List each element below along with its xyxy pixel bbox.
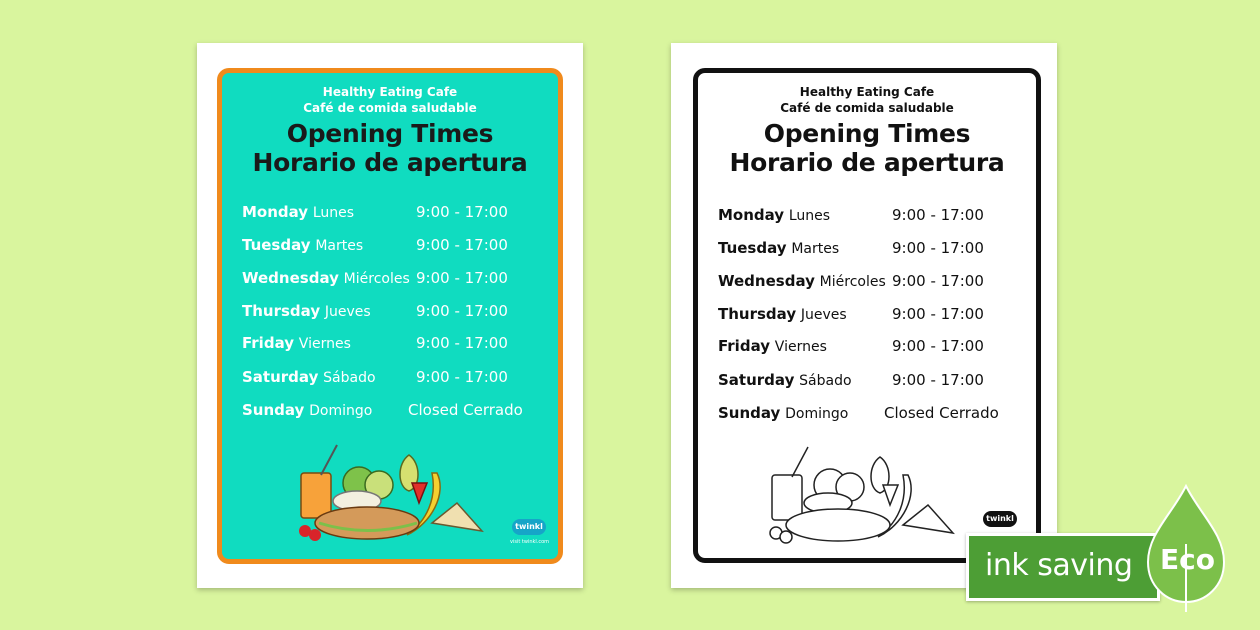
day-en: Sunday (718, 404, 781, 422)
hours-value: Closed Cerrado (884, 404, 999, 422)
hours-value: 9:00 - 17:00 (416, 368, 508, 386)
day-es: Martes (791, 241, 840, 257)
day-es: Viernes (774, 339, 827, 355)
title-en: Opening Times (286, 119, 494, 148)
day-en: Friday (242, 334, 295, 352)
day-es: Martes (315, 238, 364, 254)
cafe-name-es: Café de comida saludable (303, 101, 477, 115)
cafe-name-en: Healthy Eating Cafe (799, 85, 935, 99)
hours-value: 9:00 - 17:00 (416, 203, 508, 221)
ink-saving-label: ink saving (985, 548, 1133, 583)
day-en: Wednesday (242, 269, 339, 287)
hours-value: 9:00 - 17:00 (416, 302, 508, 320)
day-en: Thursday (242, 302, 321, 320)
hours-value: 9:00 - 17:00 (892, 305, 984, 323)
day-es: Sábado (323, 370, 376, 386)
hours-row-saturday (718, 369, 1038, 391)
day-es: Sábado (799, 373, 852, 389)
hours-row-thursday (242, 300, 562, 322)
title-es: Horario de apertura (252, 148, 528, 177)
day-es: Lunes (312, 205, 355, 221)
day-en: Monday (718, 206, 785, 224)
eco-label: Eco (1160, 543, 1215, 576)
hours-row-tuesday (242, 234, 562, 256)
hours-value: 9:00 - 17:00 (416, 236, 508, 254)
hours-row-sunday (242, 399, 562, 421)
hours-value: 9:00 - 17:00 (892, 206, 984, 224)
food-illustration (768, 445, 978, 550)
hours-value: Closed Cerrado (408, 401, 523, 419)
hours-row-tuesday (718, 237, 1038, 259)
hours-value: 9:00 - 17:00 (892, 371, 984, 389)
hours-row-monday (242, 201, 562, 223)
day-en: Monday (242, 203, 309, 221)
day-en: Tuesday (242, 236, 311, 254)
day-es: Viernes (298, 336, 351, 352)
twinkl-logo: twinkl (512, 519, 546, 535)
day-es: Jueves (800, 307, 847, 323)
hours-value: 9:00 - 17:00 (892, 272, 984, 290)
day-es: Miércoles (343, 271, 410, 287)
hours-row-sunday (718, 402, 1038, 424)
title-es: Horario de apertura (729, 148, 1005, 177)
day-en: Thursday (718, 305, 797, 323)
bw-panel (693, 68, 1041, 563)
hours-row-saturday (242, 366, 562, 388)
day-en: Sunday (242, 401, 305, 419)
bw-sheet (671, 43, 1057, 588)
color-panel (217, 68, 563, 564)
hours-value: 9:00 - 17:00 (416, 269, 508, 287)
hours-row-wednesday (718, 270, 1038, 292)
hours-value: 9:00 - 17:00 (416, 334, 508, 352)
day-en: Saturday (718, 371, 795, 389)
title-en: Opening Times (763, 119, 971, 148)
hours-row-friday (718, 335, 1038, 357)
day-es: Domingo (309, 403, 373, 419)
twinkl-logo: twinkl (983, 511, 1017, 527)
day-es: Lunes (788, 208, 831, 224)
hours-row-monday (718, 204, 1038, 226)
hours-value: 9:00 - 17:00 (892, 337, 984, 355)
food-illustration (297, 443, 507, 548)
ink-saving-badge (966, 533, 1160, 601)
day-en: Wednesday (718, 272, 815, 290)
day-es: Miércoles (819, 274, 886, 290)
day-en: Saturday (242, 368, 319, 386)
day-en: Friday (718, 337, 771, 355)
hours-value: 9:00 - 17:00 (892, 239, 984, 257)
twinkl-url: visit twinkl.com (510, 539, 550, 545)
cafe-name-es: Café de comida saludable (780, 101, 954, 115)
hours-row-wednesday (242, 267, 562, 289)
cafe-name-en: Healthy Eating Cafe (322, 85, 458, 99)
day-en: Tuesday (718, 239, 787, 257)
color-sheet (197, 43, 583, 588)
day-es: Domingo (785, 406, 849, 422)
hours-row-thursday (718, 303, 1038, 325)
hours-row-friday (242, 332, 562, 354)
day-es: Jueves (324, 304, 371, 320)
